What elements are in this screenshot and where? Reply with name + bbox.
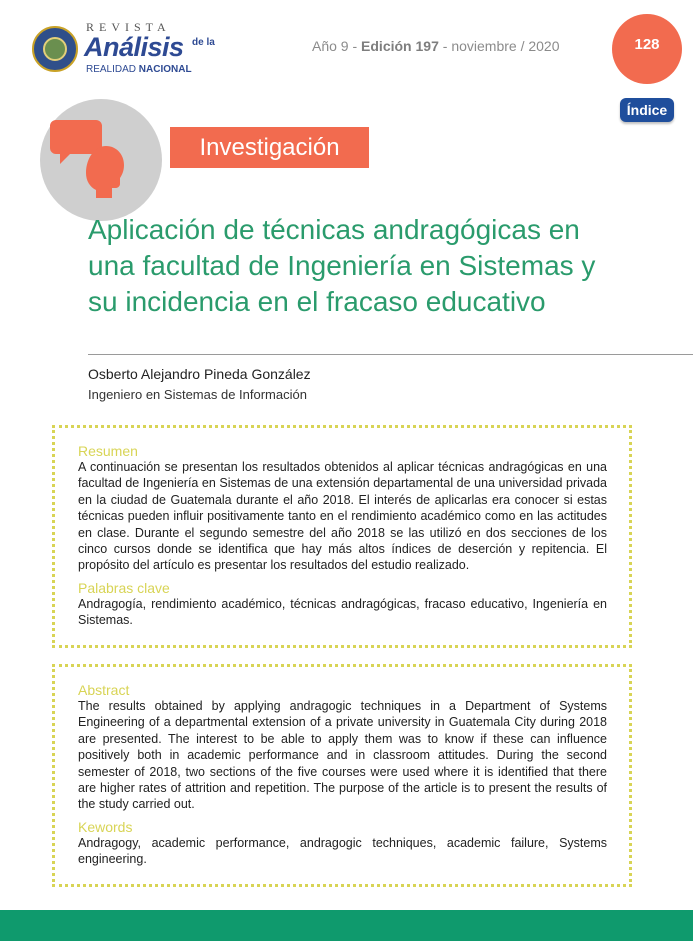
- university-seal-icon: [32, 26, 78, 72]
- issue-separator: -: [438, 38, 452, 54]
- abstract-text: The results obtained by applying andragogic techniques in a Department of Systems Engineering of a departmental extension of a private university in Guatemala City during 2018 are presented. The interest to be able to apply them was to know if these can influence positively both in academic performance and in classroom attitudes. During the second semester of 2018, two sections of the five courses were used where it is identified that there are higher rates of attrition and repetition. The purpose of the article is to present the results of the study carried out.: [78, 699, 607, 812]
- resumen-text: A continuación se presentan los resultados obtenidos al aplicar técnicas andragógicas en una facultad de Ingeniería en Sistemas de una extensión departamental de una universidad privada en la ciudad de Guatemala durante el año 2018. El interés de aplicarlas era conocer si estas técnicas pueden influir positivamente tanto en el rendimiento académico como en las actitudes en clase. Durante el segundo semestre del año 2018 se las utilizó en dos secciones de los cinco cursos donde se identifica que hay más altos índices de deserción y repitencia. El propósito del artículo es presentar los resultados del estudio realizado.: [78, 460, 607, 573]
- palabras-clave-heading: Palabras clave: [78, 580, 170, 596]
- journal-logo: [30, 18, 230, 78]
- logo-realidad-text: [86, 64, 192, 75]
- footer-bar: [0, 910, 693, 941]
- keywords-heading: Kewords: [78, 819, 133, 835]
- page-number-badge: 128: [612, 14, 682, 84]
- spanish-abstract-box: [52, 425, 632, 648]
- abstract-heading: Abstract: [78, 682, 130, 698]
- logo-analisis-text: Análisis: [84, 32, 184, 62]
- logo-nacional-word: NACIONAL: [138, 64, 192, 75]
- logo-revista-text: REVISTA: [86, 20, 171, 34]
- resumen-heading: Resumen: [78, 443, 138, 459]
- speech-bubble-head-icon: [48, 106, 148, 206]
- keywords-text: Andragogy, academic performance, andragogic techniques, academic failure, Systems engineering.: [78, 836, 607, 867]
- article-title: Aplicación de técnicas andragógicas en una facultad de Ingeniería en Sistemas y su incidencia en el fracaso educativo: [88, 214, 596, 317]
- issue-separator: -: [348, 38, 362, 54]
- palabras-clave-text: Andragogía, rendimiento académico, técnicas andragógicas, fracaso educativo, Ingeniería en Sistemas.: [78, 597, 607, 628]
- index-button[interactable]: Índice: [620, 98, 674, 122]
- logo-realidad-word: REALIDAD: [86, 64, 137, 75]
- author-name: Osberto Alejandro Pineda González: [88, 366, 311, 382]
- author-role: Ingeniero en Sistemas de Información: [88, 387, 307, 402]
- title-divider: [88, 354, 693, 355]
- issue-edition: Edición 197: [361, 38, 439, 54]
- logo-dela-text: de la: [192, 37, 215, 48]
- issue-info: [312, 38, 560, 54]
- english-abstract-box: [52, 664, 632, 887]
- section-label: Investigación: [170, 127, 369, 168]
- issue-date: noviembre / 2020: [451, 38, 560, 54]
- issue-year: Año 9: [312, 38, 349, 54]
